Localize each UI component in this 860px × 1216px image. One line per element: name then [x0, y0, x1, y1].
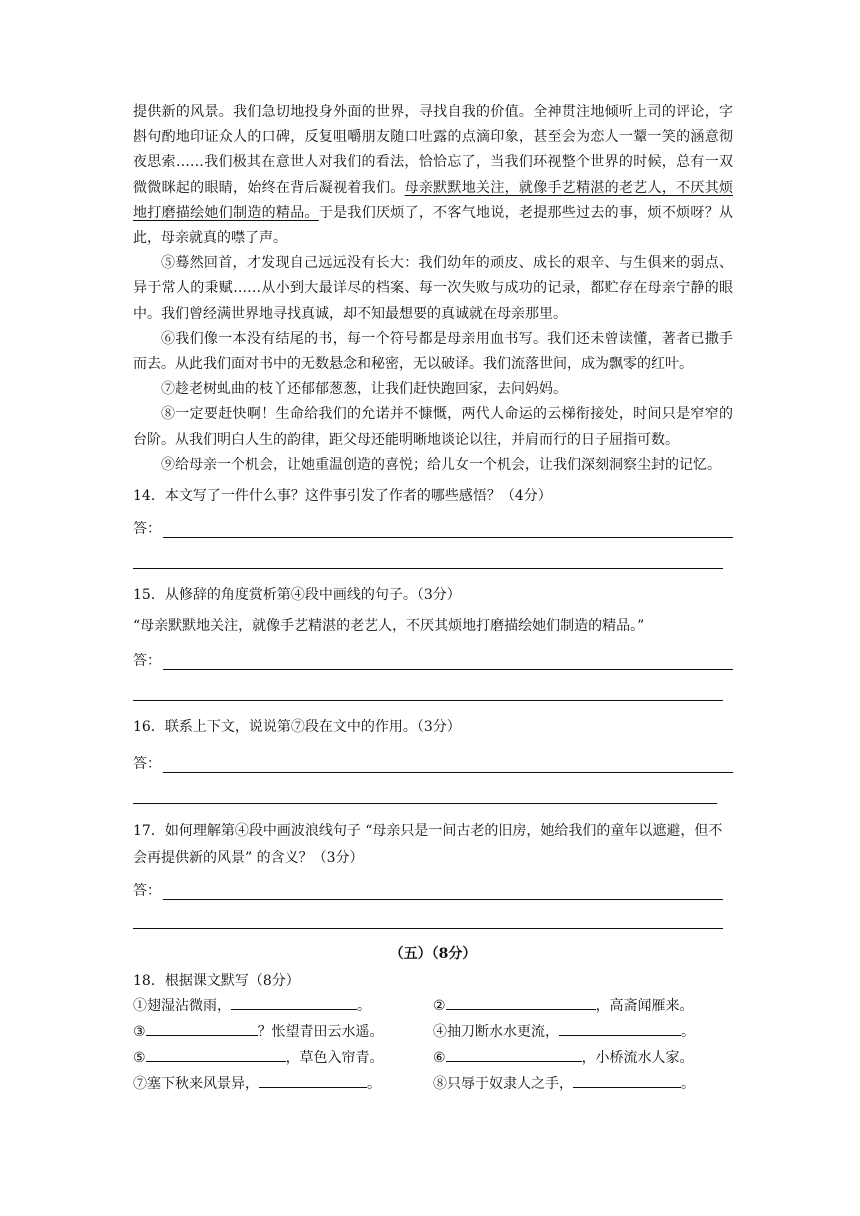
recitation-grid: [133, 993, 733, 1097]
answer-14-line-1[interactable]: [133, 512, 733, 538]
fill-blank[interactable]: [446, 1045, 582, 1062]
underlined-sentence: 母亲默默地关注，就像手艺精湛的老艺人，不厌其烦地打磨描绘她们制造的精品。: [133, 179, 734, 221]
question-16: 16．联系上下文，说说第⑦段在文中的作用。（3分）: [133, 719, 461, 736]
answer-17-line-1[interactable]: [133, 874, 733, 900]
answer-line: [163, 651, 733, 670]
answer-17-line-2[interactable]: [133, 900, 723, 929]
recitation-item-3: ③ ？怅望青田云水遥。: [133, 1019, 433, 1045]
exam-page: [133, 100, 733, 1097]
recitation-item-1: ①翅湿沾微雨， 。: [133, 993, 433, 1019]
answer-15-line-2[interactable]: [133, 670, 723, 701]
question-17: 17．如何理解第④段中画波浪线句子 “母亲只是一间古老的旧房，她给我们的童年以遮避，但不会再提供新的风景” 的含义？（3分）: [133, 823, 723, 867]
answer-16-line-1[interactable]: [133, 747, 733, 773]
fill-blank[interactable]: [146, 1019, 258, 1036]
answer-line: [163, 754, 733, 773]
answer-line: [163, 519, 733, 538]
paragraph-4-text-a: 提供新的风景。我们急切地投身外面的世界，寻找自我的价值。全神贯注地倾听上司的评论，字斟句酌地印证众人的口碑，反复咀嚼朋友随口吐露的点滴印象，甚至会为恋人一颦一笑的涵意彻夜思索……我们极其在意世人对我们的看法，恰恰忘了，当我们环视整个世界的时候，总有一双微微眯起的眼睛，始终在背后凝视着我们。: [133, 104, 733, 196]
answer-label: 答：: [133, 653, 161, 670]
answer-line: [163, 881, 723, 900]
answer-label: 答：: [133, 883, 161, 900]
question-14: 14．本文写了一件什么事？这件事引发了作者的哪些感悟？（4分）: [133, 488, 552, 505]
question-18: 18．根据课文默写（8分）: [133, 973, 300, 990]
recitation-item-5: ⑤ ，草色入帘青。: [133, 1045, 433, 1071]
section-5-title: （五）（8分）: [389, 946, 477, 963]
recitation-item-8: ⑧只辱于奴隶人之手， 。: [433, 1071, 733, 1097]
answer-label: 答：: [133, 756, 161, 773]
answer-15-line-1[interactable]: [133, 644, 733, 670]
paragraph-4-text-b: 于是我们厌烦了，不客气地说，老提那些过去的事，烦不烦呀？从此，母亲就真的噤了声。: [133, 204, 734, 247]
recitation-item-4: ④抽刀断水水更流， 。: [433, 1019, 733, 1045]
paragraph-7: ⑦趁老树虬曲的枝丫还郁郁葱葱，让我们赶快跑回家，去问妈妈。: [161, 381, 567, 398]
paragraph-6: ⑥我们像一本没有结尾的书，每一个符号都是母亲用血书写。我们还未曾读懂，著者已撒手而去。从此我们面对书中的无数悬念和秘密，无以破译。我们流落世间，成为飘零的红叶。: [133, 330, 733, 373]
paragraph-4-continued: [133, 100, 733, 251]
fill-blank[interactable]: [259, 1071, 367, 1088]
recitation-item-7: ⑦塞下秋来风景异， 。: [133, 1071, 433, 1097]
paragraph-9: ⑨给母亲一个机会，让她重温创造的喜悦；给儿女一个机会，让我们深刻洞察尘封的记忆。: [161, 456, 721, 473]
fill-blank[interactable]: [231, 993, 357, 1010]
paragraph-5: ⑤蓦然回首，才发现自己远远没有长大：我们幼年的顽皮、成长的艰辛、与生俱来的弱点、异于常人的秉赋……从小到大最详尽的档案、每一次失败与成功的记录，都贮存在母亲宁静的眼中。我们曾经满世界地寻找真诚，却不知最想要的真诚就在母亲那里。: [133, 255, 733, 322]
fill-blank[interactable]: [573, 1071, 681, 1088]
answer-16-line-2[interactable]: [133, 773, 717, 804]
recitation-item-2: ② ，高斋闻雁来。: [433, 993, 733, 1019]
paragraph-8: ⑧一定要赶快啊！生命给我们的允诺并不慷慨，两代人命运的云梯衔接处，时间只是窄窄的台阶。从我们明白人生的韵律，距父母还能明晰地谈论以往，并肩而行的日子屈指可数。: [133, 406, 733, 448]
question-15-quote: “母亲默默地关注，就像手艺精湛的老艺人，不厌其烦地打磨描绘她们制造的精品。”: [133, 618, 645, 635]
answer-label: 答：: [133, 521, 161, 538]
fill-blank[interactable]: [446, 993, 596, 1010]
fill-blank[interactable]: [559, 1019, 681, 1036]
recitation-item-6: ⑥ ，小桥流水人家。: [433, 1045, 733, 1071]
question-15: 15．从修辞的角度赏析第④段中画线的句子。（3分）: [133, 587, 461, 604]
answer-14-line-2[interactable]: [133, 538, 723, 569]
fill-blank[interactable]: [146, 1045, 286, 1062]
